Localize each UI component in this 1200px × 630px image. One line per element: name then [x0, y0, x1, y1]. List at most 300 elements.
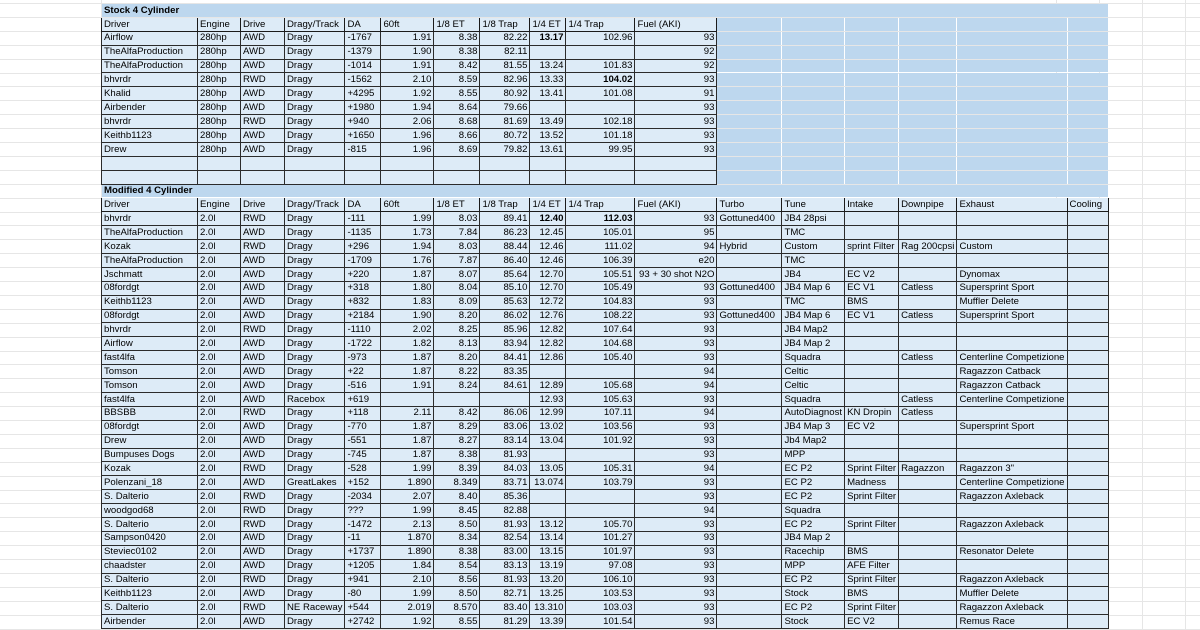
cell-drive[interactable]: AWD	[241, 309, 285, 323]
cell-blank[interactable]	[717, 170, 782, 184]
cell-blank[interactable]	[957, 156, 1067, 170]
cell-dragy-track[interactable]: Dragy	[285, 490, 345, 504]
cell-dragy-track[interactable]: Dragy	[285, 462, 345, 476]
cell-blank[interactable]	[434, 156, 480, 170]
cell-turbo[interactable]	[717, 254, 782, 268]
cell-quarter-et[interactable]: 12.82	[530, 323, 566, 337]
cell-quarter-et[interactable]: 12.86	[530, 351, 566, 365]
cell-quarter-et[interactable]	[530, 101, 566, 115]
cell-eighth-trap[interactable]: 82.88	[480, 504, 530, 518]
cell-da[interactable]: +1650	[345, 129, 381, 143]
cell-fuel[interactable]: 93	[635, 615, 717, 629]
cell-cooling[interactable]	[1067, 545, 1108, 559]
cell-driver[interactable]: Bumpuses Dogs	[102, 448, 198, 462]
cell-eighth-trap[interactable]: 84.03	[480, 462, 530, 476]
cell-dragy-track[interactable]: Dragy	[285, 101, 345, 115]
cell-blank[interactable]	[782, 170, 845, 184]
cell-fuel[interactable]: 91	[635, 87, 717, 101]
cell-tune[interactable]: JB4 Map 6	[782, 281, 845, 295]
cell-eighth-trap[interactable]: 82.22	[480, 31, 530, 45]
cell-exhaust[interactable]	[957, 254, 1067, 268]
cell-fuel[interactable]: 93	[635, 517, 717, 531]
cell-quarter-et[interactable]: 13.33	[530, 73, 566, 87]
cell-eighth-et[interactable]: 8.68	[434, 115, 480, 129]
cell-eighth-et[interactable]: 8.20	[434, 351, 480, 365]
cell-eighth-et[interactable]: 8.38	[434, 45, 480, 59]
cell-tune[interactable]: Stock	[782, 615, 845, 629]
cell-intake[interactable]: Sprint Filter	[845, 462, 899, 476]
cell-tune[interactable]: TMC	[782, 295, 845, 309]
cell-downpipe[interactable]	[899, 559, 957, 573]
cell-intake[interactable]	[845, 31, 899, 45]
cell-eighth-trap[interactable]: 81.69	[480, 115, 530, 129]
column-header-quarter-et[interactable]: 1/4 ET	[530, 17, 566, 31]
cell-drive[interactable]: AWD	[241, 101, 285, 115]
cell-blank[interactable]	[480, 156, 530, 170]
cell-downpipe[interactable]	[899, 504, 957, 518]
cell-cooling[interactable]	[1067, 87, 1108, 101]
cell-downpipe[interactable]	[899, 434, 957, 448]
cell-dragy-track[interactable]: Dragy	[285, 73, 345, 87]
cell-fuel[interactable]: 93	[635, 476, 717, 490]
cell-da[interactable]: +4295	[345, 87, 381, 101]
cell-tune[interactable]	[782, 142, 845, 156]
cell-quarter-et[interactable]: 13.52	[530, 129, 566, 143]
cell-da[interactable]: -1014	[345, 59, 381, 73]
column-header-60ft[interactable]: 60ft	[381, 198, 434, 212]
cell-cooling[interactable]	[1067, 476, 1108, 490]
cell-driver[interactable]: Khalid	[102, 87, 198, 101]
cell-dragy-track[interactable]: Dragy	[285, 142, 345, 156]
cell-da[interactable]: -516	[345, 379, 381, 393]
cell-da[interactable]: +118	[345, 406, 381, 420]
cell-eighth-trap[interactable]: 82.96	[480, 73, 530, 87]
cell-cooling[interactable]	[1067, 281, 1108, 295]
cell-da[interactable]: +1980	[345, 101, 381, 115]
column-header-intake[interactable]: Intake	[845, 198, 899, 212]
cell-tune[interactable]: EC P2	[782, 517, 845, 531]
cell-da[interactable]: +619	[345, 392, 381, 406]
column-header-exhaust[interactable]: Exhaust	[957, 198, 1067, 212]
cell-cooling[interactable]	[1067, 531, 1108, 545]
cell-cooling[interactable]	[1067, 587, 1108, 601]
cell-60ft[interactable]: 1.87	[381, 420, 434, 434]
cell-turbo[interactable]	[717, 379, 782, 393]
cell-intake[interactable]: BMS	[845, 587, 899, 601]
column-header-fuel[interactable]: Fuel (AKI)	[635, 17, 717, 31]
cell-blank[interactable]	[566, 156, 635, 170]
cell-downpipe[interactable]	[899, 267, 957, 281]
cell-60ft[interactable]: 1.82	[381, 337, 434, 351]
cell-blank[interactable]	[285, 156, 345, 170]
cell-engine[interactable]: 2.0l	[198, 295, 241, 309]
column-header-drive[interactable]: Drive	[241, 198, 285, 212]
cell-drive[interactable]: AWD	[241, 351, 285, 365]
cell-downpipe[interactable]	[899, 379, 957, 393]
cell-engine[interactable]: 280hp	[198, 59, 241, 73]
cell-quarter-et[interactable]: 12.76	[530, 309, 566, 323]
cell-cooling[interactable]	[1067, 517, 1108, 531]
cell-quarter-trap[interactable]: 106.39	[566, 254, 635, 268]
cell-driver[interactable]: woodgod68	[102, 504, 198, 518]
cell-quarter-et[interactable]: 13.39	[530, 615, 566, 629]
cell-da[interactable]: -1110	[345, 323, 381, 337]
cell-drive[interactable]: RWD	[241, 517, 285, 531]
cell-eighth-trap[interactable]: 82.11	[480, 45, 530, 59]
cell-quarter-trap[interactable]: 105.49	[566, 281, 635, 295]
cell-eighth-et[interactable]: 8.38	[434, 448, 480, 462]
cell-eighth-trap[interactable]: 86.02	[480, 309, 530, 323]
cell-downpipe[interactable]	[899, 573, 957, 587]
cell-eighth-et[interactable]: 8.40	[434, 490, 480, 504]
cell-exhaust[interactable]: Ragazzon Axleback	[957, 490, 1067, 504]
cell-intake[interactable]: EC V2	[845, 420, 899, 434]
cell-quarter-trap[interactable]: 105.51	[566, 267, 635, 281]
cell-eighth-trap[interactable]: 82.71	[480, 587, 530, 601]
cell-exhaust[interactable]: Ragazzon Axleback	[957, 601, 1067, 615]
cell-quarter-et[interactable]: 12.93	[530, 392, 566, 406]
cell-tune[interactable]: Squadra	[782, 351, 845, 365]
cell-exhaust[interactable]: Ragazzon Catback	[957, 379, 1067, 393]
cell-dragy-track[interactable]: Racebox	[285, 392, 345, 406]
cell-quarter-et[interactable]: 12.82	[530, 337, 566, 351]
cell-turbo[interactable]	[717, 115, 782, 129]
cell-da[interactable]: -2034	[345, 490, 381, 504]
cell-60ft[interactable]: 1.83	[381, 295, 434, 309]
cell-drive[interactable]: AWD	[241, 615, 285, 629]
cell-da[interactable]: +220	[345, 267, 381, 281]
cell-drive[interactable]: AWD	[241, 531, 285, 545]
cell-60ft[interactable]: 1.90	[381, 45, 434, 59]
cell-engine[interactable]: 280hp	[198, 129, 241, 143]
cell-da[interactable]: -1709	[345, 254, 381, 268]
cell-dragy-track[interactable]: Dragy	[285, 406, 345, 420]
cell-intake[interactable]	[845, 531, 899, 545]
cell-quarter-et[interactable]: 12.70	[530, 267, 566, 281]
cell-dragy-track[interactable]: Dragy	[285, 87, 345, 101]
cell-drive[interactable]: AWD	[241, 142, 285, 156]
cell-quarter-trap[interactable]: 108.22	[566, 309, 635, 323]
cell-exhaust[interactable]: Remus Race	[957, 615, 1067, 629]
cell-blank[interactable]	[345, 170, 381, 184]
cell-intake[interactable]: BMS	[845, 545, 899, 559]
cell-intake[interactable]	[845, 323, 899, 337]
cell-driver[interactable]: TheAlfaProduction	[102, 226, 198, 240]
cell-driver[interactable]: S. Dalterio	[102, 490, 198, 504]
cell-exhaust[interactable]: Dynomax	[957, 267, 1067, 281]
cell-eighth-et[interactable]: 8.07	[434, 267, 480, 281]
cell-fuel[interactable]: 93	[635, 129, 717, 143]
cell-quarter-trap[interactable]: 99.95	[566, 142, 635, 156]
cell-turbo[interactable]: Gottuned400	[717, 309, 782, 323]
cell-60ft[interactable]: 1.87	[381, 365, 434, 379]
cell-fuel[interactable]: 92	[635, 45, 717, 59]
cell-dragy-track[interactable]: Dragy	[285, 504, 345, 518]
cell-dragy-track[interactable]: Dragy	[285, 573, 345, 587]
cell-exhaust[interactable]: Ragazzon 3"	[957, 462, 1067, 476]
cell-cooling[interactable]	[1067, 615, 1108, 629]
cell-downpipe[interactable]	[899, 337, 957, 351]
cell-da[interactable]: -80	[345, 587, 381, 601]
cell-driver[interactable]: bhvrdr	[102, 115, 198, 129]
cell-eighth-trap[interactable]: 85.96	[480, 323, 530, 337]
cell-cooling[interactable]	[1067, 129, 1108, 143]
cell-turbo[interactable]	[717, 129, 782, 143]
cell-60ft[interactable]: 1.99	[381, 462, 434, 476]
cell-60ft[interactable]: 1.80	[381, 281, 434, 295]
cell-downpipe[interactable]	[899, 115, 957, 129]
cell-turbo[interactable]	[717, 392, 782, 406]
cell-driver[interactable]: Polenzani_18	[102, 476, 198, 490]
cell-exhaust[interactable]	[957, 434, 1067, 448]
cell-downpipe[interactable]	[899, 31, 957, 45]
cell-cooling[interactable]	[1067, 309, 1108, 323]
cell-tune[interactable]: Celtic	[782, 365, 845, 379]
cell-fuel[interactable]: 93	[635, 281, 717, 295]
cell-engine[interactable]: 2.0l	[198, 476, 241, 490]
cell-eighth-et[interactable]: 8.349	[434, 476, 480, 490]
cell-blank[interactable]	[845, 156, 899, 170]
cell-da[interactable]: -1472	[345, 517, 381, 531]
cell-da[interactable]: +1737	[345, 545, 381, 559]
cell-intake[interactable]	[845, 365, 899, 379]
cell-eighth-trap[interactable]: 83.06	[480, 420, 530, 434]
cell-driver[interactable]: Kozak	[102, 462, 198, 476]
cell-engine[interactable]: 280hp	[198, 142, 241, 156]
column-header-engine[interactable]: Engine	[198, 198, 241, 212]
cell-da[interactable]: -1722	[345, 337, 381, 351]
cell-fuel[interactable]: 93	[635, 434, 717, 448]
cell-drive[interactable]: AWD	[241, 226, 285, 240]
cell-dragy-track[interactable]: Dragy	[285, 59, 345, 73]
cell-quarter-trap[interactable]: 112.03	[566, 212, 635, 226]
cell-exhaust[interactable]	[957, 59, 1067, 73]
cell-60ft[interactable]: 1.94	[381, 101, 434, 115]
cell-eighth-et[interactable]: 8.38	[434, 545, 480, 559]
cell-intake[interactable]	[845, 212, 899, 226]
cell-drive[interactable]: RWD	[241, 115, 285, 129]
cell-engine[interactable]: 2.0l	[198, 420, 241, 434]
cell-cooling[interactable]	[1067, 420, 1108, 434]
cell-fuel[interactable]: 93	[635, 545, 717, 559]
cell-driver[interactable]: fast4lfa	[102, 392, 198, 406]
cell-da[interactable]: -815	[345, 142, 381, 156]
cell-intake[interactable]	[845, 45, 899, 59]
column-header-quarter-trap[interactable]: 1/4 Trap	[566, 198, 635, 212]
cell-tune[interactable]: MPP	[782, 559, 845, 573]
cell-quarter-et[interactable]	[530, 504, 566, 518]
cell-quarter-et[interactable]: 13.310	[530, 601, 566, 615]
cell-turbo[interactable]	[717, 587, 782, 601]
cell-quarter-et[interactable]	[530, 448, 566, 462]
cell-fuel[interactable]: 93	[635, 601, 717, 615]
cell-eighth-trap[interactable]: 89.41	[480, 212, 530, 226]
cell-cooling[interactable]	[1067, 601, 1108, 615]
cell-quarter-trap[interactable]: 101.83	[566, 59, 635, 73]
cell-downpipe[interactable]	[899, 212, 957, 226]
cell-cooling[interactable]	[1067, 351, 1108, 365]
cell-cooling[interactable]	[1067, 212, 1108, 226]
cell-fuel[interactable]: 94	[635, 504, 717, 518]
cell-driver[interactable]: TheAlfaProduction	[102, 59, 198, 73]
cell-tune[interactable]	[782, 129, 845, 143]
cell-cooling[interactable]	[1067, 226, 1108, 240]
cell-exhaust[interactable]	[957, 73, 1067, 87]
cell-downpipe[interactable]	[899, 420, 957, 434]
cell-turbo[interactable]	[717, 31, 782, 45]
cell-engine[interactable]: 2.0l	[198, 365, 241, 379]
cell-dragy-track[interactable]: Dragy	[285, 295, 345, 309]
cell-quarter-et[interactable]: 12.99	[530, 406, 566, 420]
cell-quarter-trap[interactable]: 103.53	[566, 587, 635, 601]
cell-eighth-trap[interactable]: 82.54	[480, 531, 530, 545]
cell-blank[interactable]	[480, 170, 530, 184]
cell-intake[interactable]	[845, 129, 899, 143]
cell-eighth-trap[interactable]	[480, 392, 530, 406]
cell-turbo[interactable]	[717, 351, 782, 365]
cell-60ft[interactable]: 1.870	[381, 531, 434, 545]
cell-60ft[interactable]: 1.87	[381, 267, 434, 281]
cell-driver[interactable]: Steviec0102	[102, 545, 198, 559]
cell-engine[interactable]: 280hp	[198, 115, 241, 129]
cell-quarter-et[interactable]: 13.04	[530, 434, 566, 448]
cell-eighth-et[interactable]: 8.42	[434, 59, 480, 73]
cell-fuel[interactable]: 93	[635, 73, 717, 87]
cell-engine[interactable]: 280hp	[198, 87, 241, 101]
cell-quarter-et[interactable]: 12.45	[530, 226, 566, 240]
cell-fuel[interactable]: 95	[635, 226, 717, 240]
cell-quarter-et[interactable]: 12.46	[530, 240, 566, 254]
cell-eighth-et[interactable]: 8.04	[434, 281, 480, 295]
column-header-turbo[interactable]	[717, 17, 782, 31]
cell-turbo[interactable]	[717, 323, 782, 337]
cell-tune[interactable]: Squadra	[782, 392, 845, 406]
cell-turbo[interactable]	[717, 101, 782, 115]
cell-tune[interactable]: JB4 Map 6	[782, 309, 845, 323]
cell-quarter-et[interactable]: 13.20	[530, 573, 566, 587]
cell-cooling[interactable]	[1067, 490, 1108, 504]
column-header-eighth-trap[interactable]: 1/8 Trap	[480, 198, 530, 212]
cell-exhaust[interactable]	[957, 337, 1067, 351]
cell-drive[interactable]: RWD	[241, 406, 285, 420]
cell-quarter-trap[interactable]: 105.70	[566, 517, 635, 531]
cell-engine[interactable]: 2.0l	[198, 406, 241, 420]
cell-60ft[interactable]: 1.76	[381, 254, 434, 268]
cell-dragy-track[interactable]: Dragy	[285, 226, 345, 240]
cell-intake[interactable]: AFE Filter	[845, 559, 899, 573]
cell-engine[interactable]: 2.0l	[198, 504, 241, 518]
cell-eighth-trap[interactable]: 79.66	[480, 101, 530, 115]
cell-intake[interactable]: Sprint Filter	[845, 490, 899, 504]
column-header-tune[interactable]: Tune	[782, 198, 845, 212]
cell-drive[interactable]: AWD	[241, 87, 285, 101]
cell-tune[interactable]: JB4	[782, 267, 845, 281]
cell-turbo[interactable]	[717, 337, 782, 351]
cell-drive[interactable]: AWD	[241, 281, 285, 295]
cell-drive[interactable]: AWD	[241, 45, 285, 59]
cell-da[interactable]: -1767	[345, 31, 381, 45]
cell-quarter-trap[interactable]: 104.02	[566, 73, 635, 87]
cell-tune[interactable]	[782, 59, 845, 73]
cell-exhaust[interactable]: Supersprint Sport	[957, 420, 1067, 434]
cell-turbo[interactable]	[717, 573, 782, 587]
cell-turbo[interactable]	[717, 615, 782, 629]
cell-60ft[interactable]: 1.84	[381, 559, 434, 573]
cell-blank[interactable]	[345, 156, 381, 170]
cell-turbo[interactable]	[717, 45, 782, 59]
cell-engine[interactable]: 2.0l	[198, 531, 241, 545]
cell-60ft[interactable]: 2.10	[381, 573, 434, 587]
cell-quarter-trap[interactable]	[566, 490, 635, 504]
cell-intake[interactable]	[845, 379, 899, 393]
cell-quarter-et[interactable]: 12.72	[530, 295, 566, 309]
cell-fuel[interactable]: 93	[635, 351, 717, 365]
cell-quarter-et[interactable]: 13.14	[530, 531, 566, 545]
cell-blank[interactable]	[899, 170, 957, 184]
cell-quarter-trap[interactable]: 101.92	[566, 434, 635, 448]
cell-cooling[interactable]	[1067, 448, 1108, 462]
cell-da[interactable]: -1135	[345, 226, 381, 240]
cell-driver[interactable]: BBSBB	[102, 406, 198, 420]
cell-downpipe[interactable]	[899, 129, 957, 143]
cell-drive[interactable]: RWD	[241, 73, 285, 87]
cell-turbo[interactable]	[717, 406, 782, 420]
cell-driver[interactable]: Kozak	[102, 240, 198, 254]
cell-cooling[interactable]	[1067, 142, 1108, 156]
cell-tune[interactable]: EC P2	[782, 462, 845, 476]
cell-60ft[interactable]: 1.94	[381, 240, 434, 254]
cell-da[interactable]: +941	[345, 573, 381, 587]
cell-turbo[interactable]: Hybrid	[717, 240, 782, 254]
cell-driver[interactable]: S. Dalterio	[102, 601, 198, 615]
cell-intake[interactable]	[845, 73, 899, 87]
cell-fuel[interactable]: 93	[635, 587, 717, 601]
cell-eighth-trap[interactable]: 81.55	[480, 59, 530, 73]
cell-60ft[interactable]: 2.06	[381, 115, 434, 129]
cell-tune[interactable]	[782, 101, 845, 115]
cell-dragy-track[interactable]: Dragy	[285, 45, 345, 59]
cell-eighth-trap[interactable]: 83.13	[480, 559, 530, 573]
cell-quarter-et[interactable]: 13.15	[530, 545, 566, 559]
cell-engine[interactable]: 2.0l	[198, 323, 241, 337]
cell-exhaust[interactable]: Ragazzon Catback	[957, 365, 1067, 379]
cell-cooling[interactable]	[1067, 31, 1108, 45]
cell-exhaust[interactable]: Ragazzon Axleback	[957, 573, 1067, 587]
cell-engine[interactable]: 2.0l	[198, 587, 241, 601]
cell-exhaust[interactable]: Centerline Competizione	[957, 392, 1067, 406]
cell-eighth-trap[interactable]: 81.93	[480, 448, 530, 462]
cell-blank[interactable]	[530, 156, 566, 170]
cell-eighth-trap[interactable]: 81.29	[480, 615, 530, 629]
column-header-quarter-et[interactable]: 1/4 ET	[530, 198, 566, 212]
cell-intake[interactable]	[845, 254, 899, 268]
column-header-driver[interactable]: Driver	[102, 198, 198, 212]
cell-blank[interactable]	[530, 170, 566, 184]
cell-blank[interactable]	[635, 170, 717, 184]
cell-eighth-et[interactable]: 8.25	[434, 323, 480, 337]
cell-turbo[interactable]	[717, 87, 782, 101]
cell-blank[interactable]	[635, 156, 717, 170]
cell-engine[interactable]: 2.0l	[198, 392, 241, 406]
cell-engine[interactable]: 2.0l	[198, 601, 241, 615]
cell-blank[interactable]	[566, 170, 635, 184]
cell-intake[interactable]	[845, 448, 899, 462]
cell-turbo[interactable]	[717, 365, 782, 379]
column-header-intake[interactable]	[845, 17, 899, 31]
cell-quarter-trap[interactable]: 104.68	[566, 337, 635, 351]
cell-drive[interactable]: AWD	[241, 295, 285, 309]
cell-turbo[interactable]	[717, 517, 782, 531]
